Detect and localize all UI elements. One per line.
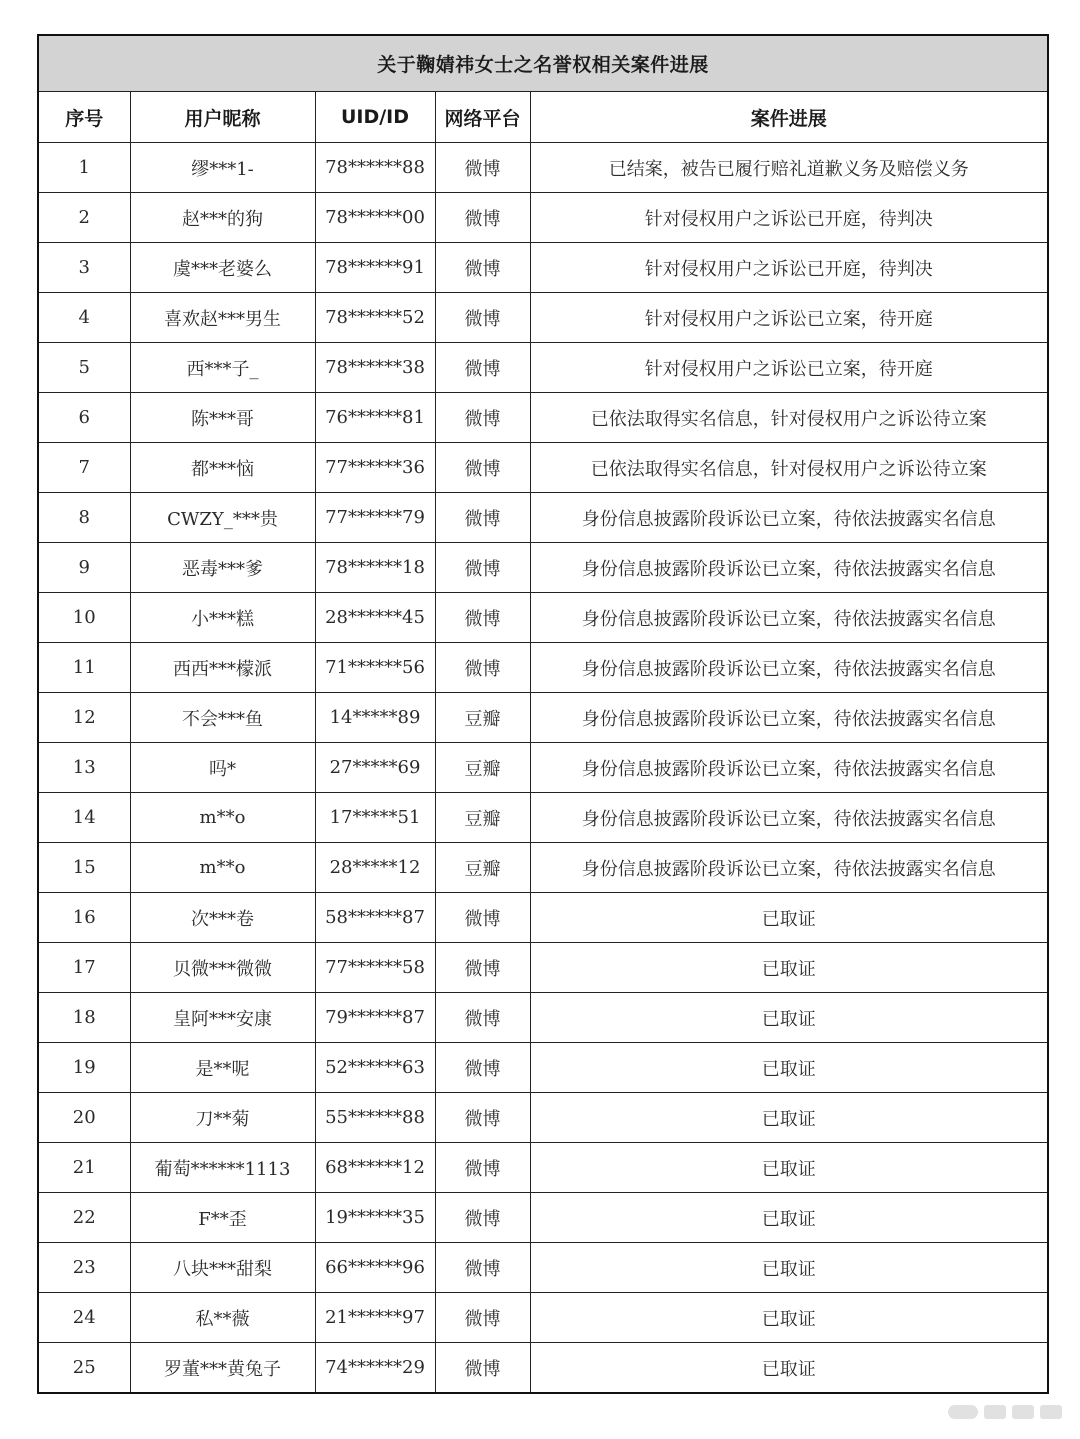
cell-platform: 微博 [435, 943, 530, 993]
table-row [38, 493, 1048, 543]
cell-no: 11 [38, 643, 130, 693]
cell-nickname: 皇阿***安康 [130, 993, 315, 1043]
cell-uid: 77******58 [315, 943, 435, 993]
cell-uid: 78******52 [315, 293, 435, 343]
cell-platform: 微博 [435, 493, 530, 543]
cell-nickname: 次***卷 [130, 893, 315, 943]
case-progress-table [37, 34, 1049, 1394]
cell-progress: 身份信息披露阶段诉讼已立案，待依法披露实名信息 [530, 593, 1048, 643]
header-platform: 网络平台 [435, 92, 530, 143]
cell-platform: 微博 [435, 543, 530, 593]
cell-platform: 微博 [435, 293, 530, 343]
cell-no: 15 [38, 843, 130, 893]
table-row [38, 1343, 1048, 1394]
cell-uid: 78******18 [315, 543, 435, 593]
cell-progress: 已取证 [530, 1343, 1048, 1394]
cell-progress: 已依法取得实名信息，针对侵权用户之诉讼待立案 [530, 443, 1048, 493]
cell-platform: 微博 [435, 1243, 530, 1293]
cell-no: 18 [38, 993, 130, 1043]
cell-progress: 身份信息披露阶段诉讼已立案，待依法披露实名信息 [530, 693, 1048, 743]
table-row [38, 1093, 1048, 1143]
cell-platform: 微博 [435, 393, 530, 443]
cell-platform: 微博 [435, 1093, 530, 1143]
table-row [38, 793, 1048, 843]
cell-uid: 28******45 [315, 593, 435, 643]
cell-platform: 豆瓣 [435, 743, 530, 793]
cell-progress: 身份信息披露阶段诉讼已立案，待依法披露实名信息 [530, 543, 1048, 593]
cell-nickname: 赵***的狗 [130, 193, 315, 243]
cell-progress: 已取证 [530, 1293, 1048, 1343]
cell-platform: 微博 [435, 643, 530, 693]
cell-progress: 身份信息披露阶段诉讼已立案，待依法披露实名信息 [530, 493, 1048, 543]
cell-uid: 78******91 [315, 243, 435, 293]
cell-uid: 66******96 [315, 1243, 435, 1293]
table-row [38, 643, 1048, 693]
table-body [38, 143, 1048, 1394]
cell-progress: 针对侵权用户之诉讼已立案，待开庭 [530, 343, 1048, 393]
header-progress: 案件进展 [530, 92, 1048, 143]
header-row [38, 92, 1048, 143]
table-row [38, 393, 1048, 443]
cell-progress: 已结案，被告已履行赔礼道歉义务及赔偿义务 [530, 143, 1048, 193]
cell-nickname: 西***子_ [130, 343, 315, 393]
cell-nickname: 是**呢 [130, 1043, 315, 1093]
table-row [38, 243, 1048, 293]
cell-progress: 已依法取得实名信息，针对侵权用户之诉讼待立案 [530, 393, 1048, 443]
cell-no: 1 [38, 143, 130, 193]
table-row [38, 543, 1048, 593]
cell-nickname: 虞***老婆么 [130, 243, 315, 293]
cell-nickname: 喜欢赵***男生 [130, 293, 315, 343]
watermark-shape [984, 1405, 1006, 1419]
cell-no: 10 [38, 593, 130, 643]
table-row [38, 143, 1048, 193]
cell-progress: 针对侵权用户之诉讼已开庭，待判决 [530, 193, 1048, 243]
cell-no: 19 [38, 1043, 130, 1093]
cell-no: 5 [38, 343, 130, 393]
cell-uid: 78******88 [315, 143, 435, 193]
cell-progress: 针对侵权用户之诉讼已立案，待开庭 [530, 293, 1048, 343]
cell-progress: 身份信息披露阶段诉讼已立案，待依法披露实名信息 [530, 843, 1048, 893]
cell-no: 12 [38, 693, 130, 743]
cell-platform: 微博 [435, 343, 530, 393]
cell-uid: 71******56 [315, 643, 435, 693]
cell-uid: 27*****69 [315, 743, 435, 793]
cell-uid: 14*****89 [315, 693, 435, 743]
cell-uid: 77******36 [315, 443, 435, 493]
table-row [38, 1243, 1048, 1293]
cell-nickname: 私**薇 [130, 1293, 315, 1343]
cell-uid: 78******00 [315, 193, 435, 243]
cell-platform: 豆瓣 [435, 793, 530, 843]
watermark [948, 1405, 1062, 1419]
cell-uid: 78******38 [315, 343, 435, 393]
cell-progress: 已取证 [530, 1093, 1048, 1143]
cell-platform: 微博 [435, 893, 530, 943]
cell-nickname: 缪***1- [130, 143, 315, 193]
cell-uid: 52******63 [315, 1043, 435, 1093]
header-no: 序号 [38, 92, 130, 143]
cell-uid: 55******88 [315, 1093, 435, 1143]
cell-nickname: CWZY_***贵 [130, 493, 315, 543]
cell-progress: 已取证 [530, 943, 1048, 993]
cell-no: 4 [38, 293, 130, 343]
table-row [38, 1193, 1048, 1243]
cell-progress: 已取证 [530, 1193, 1048, 1243]
cell-nickname: 吗* [130, 743, 315, 793]
cell-nickname: 都***恼 [130, 443, 315, 493]
cell-platform: 微博 [435, 143, 530, 193]
table-row [38, 893, 1048, 943]
cell-uid: 79******87 [315, 993, 435, 1043]
cell-progress: 已取证 [530, 1243, 1048, 1293]
cell-no: 20 [38, 1093, 130, 1143]
table-row [38, 843, 1048, 893]
cell-progress: 身份信息披露阶段诉讼已立案，待依法披露实名信息 [530, 643, 1048, 693]
title-row [38, 35, 1048, 92]
cell-nickname: F**歪 [130, 1193, 315, 1243]
cell-no: 23 [38, 1243, 130, 1293]
cell-platform: 微博 [435, 1293, 530, 1343]
cell-uid: 19******35 [315, 1193, 435, 1243]
cell-uid: 74******29 [315, 1343, 435, 1394]
cell-nickname: 不会***鱼 [130, 693, 315, 743]
cell-no: 16 [38, 893, 130, 943]
cell-platform: 微博 [435, 1043, 530, 1093]
cell-platform: 微博 [435, 1193, 530, 1243]
table-row [38, 593, 1048, 643]
cell-nickname: 小***糕 [130, 593, 315, 643]
watermark-shape [1040, 1405, 1062, 1419]
table-row [38, 943, 1048, 993]
cell-uid: 28*****12 [315, 843, 435, 893]
table-row [38, 343, 1048, 393]
cell-no: 9 [38, 543, 130, 593]
table-row [38, 1143, 1048, 1193]
watermark-shape [1012, 1405, 1034, 1419]
table-row [38, 993, 1048, 1043]
cell-no: 3 [38, 243, 130, 293]
header-nickname: 用户昵称 [130, 92, 315, 143]
cell-no: 14 [38, 793, 130, 843]
cell-uid: 77******79 [315, 493, 435, 543]
document-title: 关于鞠婧祎女士之名誉权相关案件进展 [38, 35, 1048, 92]
table-row [38, 193, 1048, 243]
cell-nickname: 西西***檬派 [130, 643, 315, 693]
cell-nickname: 罗董***黄兔子 [130, 1343, 315, 1394]
cell-nickname: 陈***哥 [130, 393, 315, 443]
cell-platform: 豆瓣 [435, 693, 530, 743]
cell-no: 17 [38, 943, 130, 993]
cell-no: 7 [38, 443, 130, 493]
cell-platform: 微博 [435, 443, 530, 493]
table-row [38, 743, 1048, 793]
cell-progress: 已取证 [530, 993, 1048, 1043]
cell-no: 21 [38, 1143, 130, 1193]
cell-nickname: 八块***甜梨 [130, 1243, 315, 1293]
cell-platform: 微博 [435, 193, 530, 243]
cell-nickname: 刀**菊 [130, 1093, 315, 1143]
cell-platform: 微博 [435, 1143, 530, 1193]
cell-no: 8 [38, 493, 130, 543]
cell-uid: 68******12 [315, 1143, 435, 1193]
header-uid: UID/ID [315, 92, 435, 143]
cell-nickname: 葡萄******1113 [130, 1143, 315, 1193]
cell-platform: 微博 [435, 243, 530, 293]
cell-platform: 微博 [435, 993, 530, 1043]
cell-no: 22 [38, 1193, 130, 1243]
cell-nickname: m**o [130, 843, 315, 893]
cell-no: 25 [38, 1343, 130, 1394]
table-row [38, 693, 1048, 743]
cell-progress: 身份信息披露阶段诉讼已立案，待依法披露实名信息 [530, 793, 1048, 843]
table-row [38, 443, 1048, 493]
watermark-shape [948, 1405, 978, 1419]
cell-nickname: m**o [130, 793, 315, 843]
cell-progress: 已取证 [530, 1043, 1048, 1093]
cell-platform: 微博 [435, 1343, 530, 1394]
cell-progress: 已取证 [530, 1143, 1048, 1193]
cell-progress: 已取证 [530, 893, 1048, 943]
cell-no: 13 [38, 743, 130, 793]
cell-nickname: 贝微***微微 [130, 943, 315, 993]
cell-uid: 58******87 [315, 893, 435, 943]
cell-uid: 76******81 [315, 393, 435, 443]
cell-nickname: 恶毒***爹 [130, 543, 315, 593]
cell-uid: 17*****51 [315, 793, 435, 843]
cell-no: 2 [38, 193, 130, 243]
table-row [38, 1043, 1048, 1093]
cell-platform: 微博 [435, 593, 530, 643]
cell-platform: 豆瓣 [435, 843, 530, 893]
cell-no: 6 [38, 393, 130, 443]
cell-progress: 针对侵权用户之诉讼已开庭，待判决 [530, 243, 1048, 293]
table-row [38, 293, 1048, 343]
cell-progress: 身份信息披露阶段诉讼已立案，待依法披露实名信息 [530, 743, 1048, 793]
cell-no: 24 [38, 1293, 130, 1343]
table-row [38, 1293, 1048, 1343]
cell-uid: 21******97 [315, 1293, 435, 1343]
